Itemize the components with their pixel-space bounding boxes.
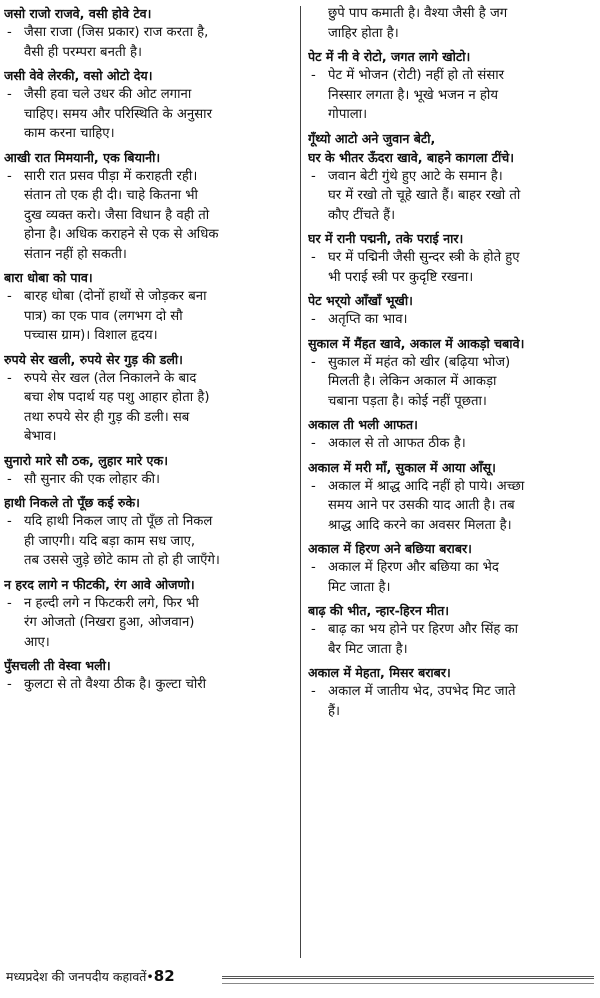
meaning-text: - सारी रात प्रसव पीड़ा में कराहती रही। xyxy=(4,167,294,187)
proverb-entry xyxy=(308,334,596,412)
meaning-text-continued: रंग ओजतो (निखरा हुआ, ओजवान) xyxy=(24,615,195,630)
footer-label xyxy=(6,966,175,987)
meaning-text: - कुलटा से तो वैश्या ठीक है। कुल्टा चोरी xyxy=(4,675,294,695)
proverb-heading: जसो राजो राजवे, वसी होवे टेव। xyxy=(4,6,152,21)
meaning-text: - बारह धोबा (दोनों हाथों से जोड़कर बना xyxy=(4,287,294,307)
proverb-heading: सुकाल में मैंहत खावे, अकाल में आकड़ो चबावे। xyxy=(308,335,525,351)
meaning-text-continued: कौए टींचते हैं। xyxy=(328,207,396,223)
meaning-text-continued: गोपाला। xyxy=(328,107,368,122)
proverb-entry xyxy=(4,4,294,62)
meaning-text-continued: चाहिए। समय और परिस्थिति के अनुसार xyxy=(24,106,212,122)
proverb-entry xyxy=(4,493,294,571)
meaning-text-continued: श्राद्ध आदि करने का अवसर मिलता है। xyxy=(328,517,512,533)
meaning-text: - सौ सुनार की एक लोहार की। xyxy=(4,470,294,490)
proverb-heading: अकाल में मेहता, मिसर बराबर। xyxy=(308,665,451,680)
proverb-heading: पेट में नी वे रोटो, जगत लागे खोटो। xyxy=(308,49,471,64)
meaning-text: - अकाल में हिरण और बछिया का भेद xyxy=(308,558,596,578)
meaning-text-continued: निस्सार लगता है। भूखे भजन न होय xyxy=(328,87,498,103)
proverb-entry xyxy=(4,66,294,144)
meaning-text-continued: बेभाव। xyxy=(24,429,57,444)
meaning-text-continued: वैसी ही परम्परा बनती है। xyxy=(24,44,143,60)
meaning-text: - न हल्दी लगे न फिटकरी लगे, फिर भी xyxy=(4,594,294,614)
meaning-text: - अतृप्ति का भाव। xyxy=(308,310,596,330)
proverb-heading: घर में रानी पद्मनी, तके पराई नार। xyxy=(308,231,464,246)
proverb-entry xyxy=(4,575,294,653)
meaning-text-continued: ही जाएगी। यदि बड़ा काम सध जाए, xyxy=(24,533,196,549)
meaning-text: - अकाल से तो आफत ठीक है। xyxy=(308,434,596,454)
meaning-text-continued: जाहिर होता है। xyxy=(328,25,399,41)
meaning-text: - सुकाल में महंत को खीर (बढ़िया भोज) xyxy=(308,353,596,373)
meaning-text: - जैसी हवा चले उधर की ओट लगाना xyxy=(4,85,294,105)
proverb-heading: न हरद लागे न फीटकी, रंग आवे ओजणो। xyxy=(4,576,195,592)
meaning-text-continued: मिलती है। लेकिन अकाल में आकड़ा xyxy=(328,374,497,389)
proverb-entry xyxy=(308,601,596,659)
proverb-entry xyxy=(308,229,596,287)
meaning-text-continued: दुख व्यक्त करो। जैसा विधान है वही तो xyxy=(24,207,210,223)
proverb-entry xyxy=(308,47,596,125)
meaning-text-continued: तथा रुपये सेर ही गुड़ की डली। सब xyxy=(24,409,190,425)
meaning-text-continued: बचा शेष पदार्थ यह पशु आहार होता है) xyxy=(24,390,210,405)
proverb-heading: अकाल में हिरण अने बछिया बराबर। xyxy=(308,541,472,556)
proverb-heading: आखी रात मिमयानी, एक बियानी। xyxy=(4,149,161,165)
meaning-text: - अकाल में जातीय भेद, उपभेद मिट जाते xyxy=(308,682,596,702)
meaning-text-continued: संतान नहीं हो सकती। xyxy=(24,246,127,262)
meaning-text-continued: घर में रखो तो चूहे खाते हैं। बाहर रखो तो xyxy=(328,188,521,203)
proverb-heading-line2: घर के भीतर ऊँदरा खावे, बाहने कागला टींचे। xyxy=(308,149,515,165)
proverb-entry xyxy=(4,451,294,490)
book-title: मध्यप्रदेश की जनपदीय कहावतें xyxy=(6,969,147,984)
proverb-heading: हाथी निकले तो पूँछ कई रुके। xyxy=(4,495,140,510)
left-column xyxy=(4,4,294,699)
meaning-text-continued: तब उससे जुड़े छोटे काम तो हो ही जाएँगे। xyxy=(24,553,220,568)
proverb-entry xyxy=(308,129,596,226)
meaning-text: - घर में पद्मिनी जैसी सुन्दर स्त्री के होते हुए xyxy=(308,248,596,268)
right-column xyxy=(308,4,596,725)
meaning-text: - रुपये सेर खल (तेल निकालने के बाद xyxy=(4,369,294,389)
proverb-heading: पेट भर्‌यो आँखाँ भूखी। xyxy=(308,293,413,308)
proverb-heading: अकाल ती भली आफत। xyxy=(308,417,418,432)
meaning-text-continued: काम करना चाहिए। xyxy=(24,126,115,141)
proverb-entry xyxy=(4,350,294,447)
meaning-text: - जैसा राजा (जिस प्रकार) राज करता है, xyxy=(4,23,294,43)
meaning-text-continued: मिट जाता है। xyxy=(328,579,391,595)
proverb-entry xyxy=(308,415,596,454)
meaning-text: - जवान बेटी गुंथे हुए आटे के समान है। xyxy=(308,167,596,187)
meaning-text: छुपे पाप कमाती है। वैश्या जैसी है जग xyxy=(328,6,508,21)
proverb-heading: रुपये सेर खली, रुपये सेर गुड़ की डली। xyxy=(4,351,183,367)
meaning-text-continued: आए। xyxy=(24,634,50,650)
meaning-text: - बाढ़ का भय होने पर हिरण और सिंह का xyxy=(308,620,596,640)
meaning-text: - पेट में भोजन (रोटी) नहीं हो तो संसार xyxy=(308,66,596,86)
proverb-entry xyxy=(308,291,596,330)
meaning-text-continued: पात्र) का एक पाव (लगभग दो सौ xyxy=(24,308,183,324)
proverb-entry xyxy=(4,656,294,695)
proverb-heading: सुनारो मारे सौ ठक, लुहार मारे एक। xyxy=(4,452,168,468)
meaning-text-continued: होना है। अधिक कराहने से एक से अधिक xyxy=(24,227,219,242)
meaning-text-continued: हैं। xyxy=(328,703,341,719)
proverb-heading: गूँथ्यो आटो अने जुवान बेटी, xyxy=(308,130,436,146)
meaning-text: - यदि हाथी निकल जाए तो पूँछ तो निकल xyxy=(4,512,294,532)
proverb-entry xyxy=(308,539,596,597)
meaning-text-continued: समय आने पर उसकी याद आती है। तब xyxy=(328,498,515,513)
proverb-entry xyxy=(308,663,596,721)
footer-rule xyxy=(222,976,594,979)
meaning-text-continued: पच्चास ग्राम)। विशाल हृदय। xyxy=(24,328,158,343)
meaning-text-continued: चबाना पड़ता है। कोई नहीं पूछता। xyxy=(328,393,487,409)
proverb-heading: जसी वेवे लेरकी, वसो ओटो देय। xyxy=(4,68,153,83)
proverb-heading: अकाल में मरी माँ, सुकाल में आया आँसू। xyxy=(308,459,496,475)
proverb-heading: बारा धोबा को पाव। xyxy=(4,270,93,285)
proverb-heading: बाढ़ की भीत, न्हार-हिरन मीत। xyxy=(308,603,450,618)
meaning-text-continued: भी पराई स्त्री पर कुदृष्टि रखना। xyxy=(328,269,474,285)
proverb-entry xyxy=(308,4,596,43)
meaning-text-continued: संतान तो एक ही दी। चाहे कितना भी xyxy=(24,188,198,203)
meaning-text-continued: बैर मिट जाता है। xyxy=(328,641,408,657)
proverb-entry xyxy=(4,268,294,346)
proverb-entry xyxy=(4,148,294,265)
page-footer xyxy=(6,966,594,990)
column-divider xyxy=(300,6,301,958)
footer-rule-thin xyxy=(222,983,594,984)
page-number: 82 xyxy=(153,967,175,985)
proverb-heading: पुँसचली ती वेस्वा भली। xyxy=(4,658,111,673)
proverb-entry xyxy=(308,458,596,536)
footer-separator: • xyxy=(146,969,154,984)
meaning-text: - अकाल में श्राद्ध आदि नहीं हो पाये। अच्छा xyxy=(308,477,596,497)
